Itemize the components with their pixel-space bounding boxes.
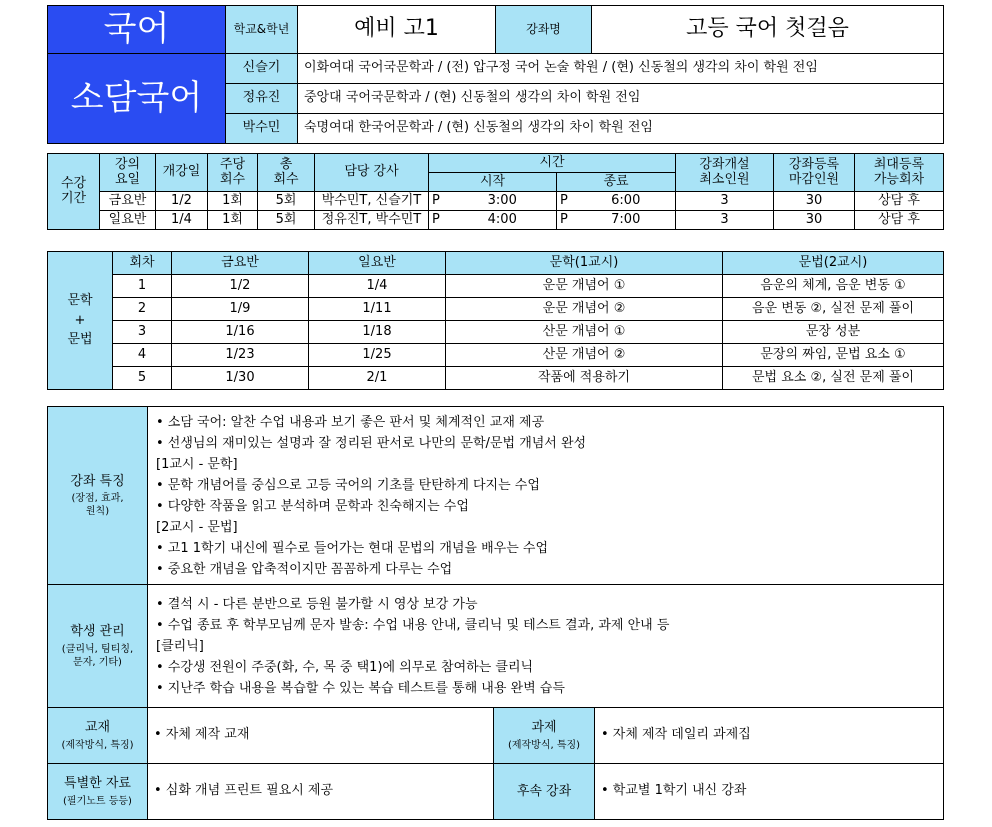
day-cell: 일요반 [100, 211, 156, 230]
materials-value: • 심화 개념 프린트 필요시 제공 [148, 764, 494, 820]
col-time: 시간 [429, 154, 676, 173]
deadline-cell: 30 [774, 211, 855, 230]
session-cell: 1 [113, 275, 172, 298]
literature-cell: 산문 개념어 ② [446, 344, 723, 367]
start-pm-cell: P [429, 192, 449, 211]
management-line: [클리닉] [156, 638, 204, 654]
management-title: 학생 관리 [70, 624, 125, 640]
features-label [48, 407, 148, 585]
col-start-date: 개강일 [156, 154, 208, 192]
subject-title: 국어 [48, 6, 226, 54]
followup-value: • 학교별 1학기 내신 강좌 [595, 764, 944, 820]
teacher-name: 정유진 [226, 84, 298, 114]
management-line: • 지난주 학습 내용을 복습할 수 있는 복습 테스트를 통해 내용 완벽 습득 [156, 680, 565, 696]
brand-name: 소담국어 [48, 54, 226, 144]
col-max: 최대등록 가능회차 [855, 154, 944, 192]
total-cell: 5회 [258, 192, 315, 211]
literature-cell: 운문 개념어 ② [446, 298, 723, 321]
fri-cell: 1/23 [172, 344, 309, 367]
teacher-bio: 중앙대 국어국문학과 / (현) 신동철의 생각의 차이 학원 전임 [298, 84, 944, 114]
feature-line: • 고1 1학기 내신에 필수로 들어가는 현대 문법의 개념을 배우는 수업 [156, 540, 549, 556]
management-line: • 수업 종료 후 학부모님께 문자 발송: 수업 내용 안내, 클리닉 및 테스트 결과, 과제 안내 등 [156, 617, 670, 633]
col-time-end: 종료 [557, 173, 676, 192]
feature-line: [2교시 - 문법] [156, 519, 238, 535]
col-min: 강좌개설 최소인원 [676, 154, 774, 192]
school-grade-label: 학교&학년 [226, 6, 298, 54]
management-label [48, 585, 148, 708]
homework-label [494, 708, 595, 764]
col-deadline: 강좌등록 마감인원 [774, 154, 855, 192]
features-title: 강좌 특징 [70, 473, 125, 489]
course-name-value: 고등 국어 첫걸음 [592, 6, 944, 54]
sun-cell: 1/25 [309, 344, 446, 367]
table-row [48, 192, 944, 211]
start-date-cell: 1/2 [156, 192, 208, 211]
deadline-cell: 30 [774, 192, 855, 211]
sun-cell: 1/11 [309, 298, 446, 321]
features-content [148, 407, 944, 585]
teacher-bio: 숙명여대 한국어문학과 / (현) 신동철의 생각의 차이 학원 전임 [298, 114, 944, 144]
min-cell: 3 [676, 211, 774, 230]
schedule-side-label: 문학 + 문법 [48, 252, 113, 390]
period-side-label: 수강 기간 [48, 154, 100, 230]
col-literature: 문학(1교시) [446, 252, 723, 275]
grammar-cell: 음운의 체계, 음운 변동 ① [723, 275, 944, 298]
schedule-table [47, 251, 944, 390]
total-cell: 5회 [258, 211, 315, 230]
feature-line: • 중요한 개념을 압축적이지만 꼼꼼하게 다루는 수업 [156, 561, 453, 577]
teacher-cell: 정유진T, 박수민T [315, 211, 429, 230]
start-time-cell: 3:00 [449, 192, 557, 211]
start-date-cell: 1/4 [156, 211, 208, 230]
grammar-cell: 문장 성분 [723, 321, 944, 344]
end-time-cell: 6:00 [577, 192, 676, 211]
materials-title: 특별한 자료 [64, 776, 131, 792]
table-row [48, 367, 944, 390]
session-cell: 4 [113, 344, 172, 367]
col-total: 총 회수 [258, 154, 315, 192]
feature-line: • 문학 개념어를 중심으로 고등 국어의 기초를 탄탄하게 다지는 수업 [156, 477, 540, 493]
col-session: 회차 [113, 252, 172, 275]
session-cell: 5 [113, 367, 172, 390]
homework-subtitle: (제작방식, 특징) [507, 739, 581, 751]
table-row [48, 321, 944, 344]
feature-line: [1교시 - 문학] [156, 456, 238, 472]
details-table [47, 406, 944, 820]
col-teacher: 담당 강사 [315, 154, 429, 192]
period-table [47, 153, 944, 230]
sun-cell: 1/18 [309, 321, 446, 344]
literature-cell: 산문 개념어 ① [446, 321, 723, 344]
end-pm-cell: P [557, 192, 577, 211]
fri-cell: 1/16 [172, 321, 309, 344]
management-line: • 결석 시 - 다른 분반으로 등원 불가할 시 영상 보강 가능 [156, 596, 478, 612]
course-name-label: 강좌명 [496, 6, 592, 54]
weekly-cell: 1회 [208, 211, 258, 230]
literature-cell: 작품에 적용하기 [446, 367, 723, 390]
col-weekly: 주당 회수 [208, 154, 258, 192]
management-line: • 수강생 전원이 주중(화, 수, 목 중 택1)에 의무로 참여하는 클리닉 [156, 659, 534, 675]
max-cell: 상담 후 [855, 192, 944, 211]
homework-value: • 자체 제작 데일리 과제집 [595, 708, 944, 764]
weekly-cell: 1회 [208, 192, 258, 211]
grammar-cell: 음운 변동 ②, 실전 문제 풀이 [723, 298, 944, 321]
sun-cell: 1/4 [309, 275, 446, 298]
sun-cell: 2/1 [309, 367, 446, 390]
textbook-label [48, 708, 148, 764]
textbook-subtitle: (제작방식, 특징) [61, 739, 134, 751]
fri-cell: 1/9 [172, 298, 309, 321]
course-header-table [47, 5, 944, 144]
feature-line: • 소담 국어: 알찬 수업 내용과 보기 좋은 판서 및 체계적인 교재 제공 [156, 414, 545, 430]
grammar-cell: 문장의 짜임, 문법 요소 ① [723, 344, 944, 367]
table-row [48, 298, 944, 321]
session-cell: 3 [113, 321, 172, 344]
col-fri: 금요반 [172, 252, 309, 275]
feature-line: • 다양한 작품을 읽고 분석하며 문학과 친숙해지는 수업 [156, 498, 469, 514]
table-row [48, 211, 944, 230]
max-cell: 상담 후 [855, 211, 944, 230]
end-time-cell: 7:00 [577, 211, 676, 230]
features-subtitle: (장점, 효과, 원칙) [71, 493, 124, 518]
col-time-start: 시작 [429, 173, 557, 192]
col-sun: 일요반 [309, 252, 446, 275]
management-subtitle: (클리닉, 팀티칭, 문자, 기타) [61, 643, 134, 668]
fri-cell: 1/2 [172, 275, 309, 298]
table-row [48, 275, 944, 298]
session-cell: 2 [113, 298, 172, 321]
followup-label: 후속 강좌 [494, 764, 595, 820]
col-day: 강의 요일 [100, 154, 156, 192]
textbook-title: 교재 [84, 720, 111, 736]
teacher-name: 신슬기 [226, 54, 298, 84]
min-cell: 3 [676, 192, 774, 211]
table-row [48, 344, 944, 367]
grammar-cell: 문법 요소 ②, 실전 문제 풀이 [723, 367, 944, 390]
start-pm-cell: P [429, 211, 449, 230]
teacher-name: 박수민 [226, 114, 298, 144]
day-cell: 금요반 [100, 192, 156, 211]
materials-label [48, 764, 148, 820]
management-content [148, 585, 944, 708]
teacher-cell: 박수민T, 신슬기T [315, 192, 429, 211]
col-grammar: 문법(2교시) [723, 252, 944, 275]
literature-cell: 운문 개념어 ① [446, 275, 723, 298]
school-grade-value: 예비 고1 [298, 6, 496, 54]
start-time-cell: 4:00 [449, 211, 557, 230]
feature-line: • 선생님의 재미있는 설명과 잘 정리된 판서로 나만의 문학/문법 개념서 완성 [156, 435, 587, 451]
textbook-value: • 자체 제작 교재 [148, 708, 494, 764]
materials-subtitle: (필기노트 등등) [63, 795, 132, 807]
homework-title: 과제 [531, 720, 557, 736]
teacher-bio: 이화여대 국어국문학과 / (전) 압구정 국어 논술 학원 / (현) 신동철의 생각의 차이 학원 전임 [298, 54, 944, 84]
end-pm-cell: P [557, 211, 577, 230]
fri-cell: 1/30 [172, 367, 309, 390]
